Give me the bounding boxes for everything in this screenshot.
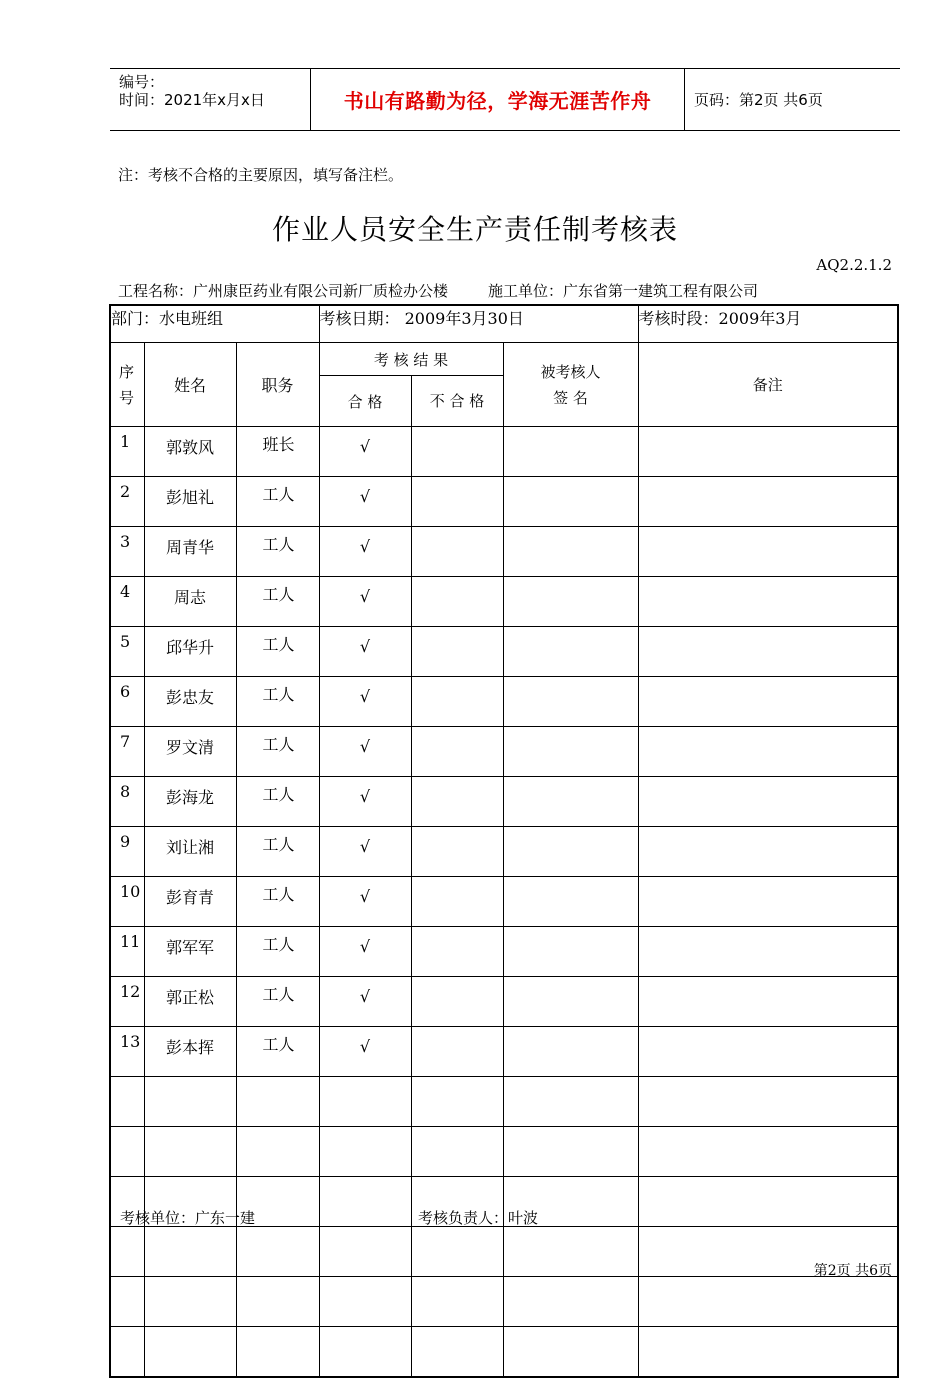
note-text: 注：考核不合格的主要原因，填写备注栏。 <box>118 166 404 184</box>
pass-cell <box>319 1277 411 1327</box>
fail-cell <box>411 827 503 877</box>
seq-cell <box>110 1127 144 1177</box>
seq-cell: 2 <box>110 477 144 527</box>
col-signature-header: 被考核人签 名 <box>503 343 638 427</box>
seq-cell: 8 <box>110 777 144 827</box>
job-cell <box>236 1327 319 1378</box>
table-row <box>110 627 898 677</box>
fail-cell <box>411 527 503 577</box>
fail-cell <box>411 1227 503 1277</box>
seq-cell <box>110 1227 144 1277</box>
job-cell: 工人 <box>236 727 319 777</box>
signature-cell <box>503 627 638 677</box>
name-cell: 郭军军 <box>144 927 236 977</box>
project-line <box>118 280 758 301</box>
fail-cell <box>411 627 503 677</box>
table-row <box>110 527 898 577</box>
signature-cell <box>503 1277 638 1327</box>
job-cell: 工人 <box>236 1027 319 1077</box>
job-cell: 班长 <box>236 427 319 477</box>
signature-cell <box>503 877 638 927</box>
motto-text: 书山有路勤为径，学海无涯苦作舟 <box>343 89 652 113</box>
pass-cell: √ <box>319 527 411 577</box>
job-cell: 工人 <box>236 827 319 877</box>
remark-cell <box>638 927 898 977</box>
fail-cell <box>411 1027 503 1077</box>
construction-unit: 施工单位：广东省第一建筑工程有限公司 <box>488 282 759 300</box>
signature-cell <box>503 577 638 627</box>
job-cell: 工人 <box>236 977 319 1027</box>
seq-cell: 7 <box>110 727 144 777</box>
seq-cell <box>110 1277 144 1327</box>
table-row <box>110 1227 898 1277</box>
pass-cell <box>319 1227 411 1277</box>
remark-cell <box>638 1277 898 1327</box>
pass-cell <box>319 1077 411 1127</box>
signature-cell <box>503 527 638 577</box>
remark-cell <box>638 1327 898 1378</box>
seq-cell: 5 <box>110 627 144 677</box>
table-row <box>110 727 898 777</box>
name-cell <box>144 1227 236 1277</box>
remark-cell <box>638 527 898 577</box>
assess-unit: 考核单位：广东一建 <box>120 1209 256 1227</box>
fail-cell <box>411 927 503 977</box>
fail-cell <box>411 977 503 1027</box>
col-job-header: 职务 <box>236 343 319 427</box>
job-cell <box>236 1277 319 1327</box>
remark-cell <box>638 827 898 877</box>
signature-cell <box>503 777 638 827</box>
department-cell: 部门：水电班组 <box>110 305 319 343</box>
name-cell: 邱华升 <box>144 627 236 677</box>
job-cell <box>236 1077 319 1127</box>
pass-cell <box>319 1327 411 1378</box>
pass-cell: √ <box>319 777 411 827</box>
signature-cell <box>503 727 638 777</box>
pass-cell <box>319 1127 411 1177</box>
table-row <box>110 1127 898 1177</box>
project-name: 工程名称：广州康臣药业有限公司新厂质检办公楼 <box>118 282 449 300</box>
remark-cell <box>638 677 898 727</box>
job-cell: 工人 <box>236 927 319 977</box>
col-remark-header: 备注 <box>638 343 898 427</box>
name-cell: 刘让湘 <box>144 827 236 877</box>
seq-cell: 13 <box>110 1027 144 1077</box>
job-cell: 工人 <box>236 627 319 677</box>
name-cell <box>144 1077 236 1127</box>
name-cell <box>144 1127 236 1177</box>
table-row <box>110 977 898 1027</box>
col-seq-header: 序号 <box>110 343 144 427</box>
table-body <box>110 427 898 1378</box>
table-row <box>110 1327 898 1378</box>
pass-cell: √ <box>319 977 411 1027</box>
name-cell: 彭本挥 <box>144 1027 236 1077</box>
fail-cell <box>411 477 503 527</box>
fail-cell <box>411 877 503 927</box>
job-cell <box>236 1127 319 1177</box>
job-cell: 工人 <box>236 777 319 827</box>
pass-cell: √ <box>319 627 411 677</box>
seq-cell: 1 <box>110 427 144 477</box>
fail-cell <box>411 1277 503 1327</box>
responsible-person: 考核负责人：叶波 <box>418 1209 539 1227</box>
name-cell <box>144 1327 236 1378</box>
pass-cell: √ <box>319 827 411 877</box>
remark-cell <box>638 627 898 677</box>
number-label: 编号： <box>119 73 165 91</box>
seq-cell: 6 <box>110 677 144 727</box>
table-row <box>110 877 898 927</box>
signature-cell <box>503 677 638 727</box>
fail-cell <box>411 727 503 777</box>
name-cell <box>144 1277 236 1327</box>
page-label: 页码：第2页 共6页 <box>694 91 823 109</box>
page-number: 第2页 共6页 <box>813 1263 892 1279</box>
page-box <box>684 69 900 130</box>
time-label: 时间：2021年x月x日 <box>119 91 265 109</box>
name-cell: 彭海龙 <box>144 777 236 827</box>
name-cell: 郭敦风 <box>144 427 236 477</box>
signature-cell <box>503 927 638 977</box>
job-cell: 工人 <box>236 477 319 527</box>
name-cell: 彭忠友 <box>144 677 236 727</box>
signature-cell <box>503 427 638 477</box>
job-cell: 工人 <box>236 877 319 927</box>
header-row-1 <box>110 343 898 376</box>
seq-cell <box>110 1077 144 1127</box>
pass-cell: √ <box>319 477 411 527</box>
signature-cell <box>503 1077 638 1127</box>
motto-box <box>310 69 685 130</box>
signature-cell <box>503 827 638 877</box>
pass-cell <box>319 1177 411 1227</box>
name-cell: 彭旭礼 <box>144 477 236 527</box>
pass-cell: √ <box>319 927 411 977</box>
signature-cell <box>503 1327 638 1378</box>
pass-cell: √ <box>319 577 411 627</box>
fail-cell <box>411 677 503 727</box>
fail-cell <box>411 577 503 627</box>
signature-cell <box>503 477 638 527</box>
table-row <box>110 477 898 527</box>
pass-cell: √ <box>319 727 411 777</box>
name-cell: 周青华 <box>144 527 236 577</box>
table-row <box>110 1077 898 1127</box>
seq-cell: 4 <box>110 577 144 627</box>
remark-cell <box>638 777 898 827</box>
fail-cell <box>411 777 503 827</box>
signature-cell <box>503 1027 638 1077</box>
remark-cell <box>638 577 898 627</box>
seq-cell: 12 <box>110 977 144 1027</box>
remark-cell <box>638 977 898 1027</box>
col-result-header: 考 核 结 果 <box>319 343 503 376</box>
header-meta <box>110 69 310 130</box>
seq-cell: 11 <box>110 927 144 977</box>
remark-cell <box>638 727 898 777</box>
page-title: 作业人员安全生产责任制考核表 <box>271 213 678 246</box>
job-cell: 工人 <box>236 677 319 727</box>
form-code: AQ2.2.1.2 <box>816 256 892 274</box>
signature-cell <box>503 977 638 1027</box>
table-row <box>110 927 898 977</box>
remark-cell <box>638 877 898 927</box>
col-pass-header: 合 格 <box>319 376 411 427</box>
seq-cell <box>110 1327 144 1378</box>
fail-cell <box>411 1327 503 1378</box>
fail-cell <box>411 1077 503 1127</box>
remark-cell <box>638 1077 898 1127</box>
name-cell: 罗文清 <box>144 727 236 777</box>
job-cell: 工人 <box>236 527 319 577</box>
fail-cell <box>411 427 503 477</box>
job-cell <box>236 1227 319 1277</box>
seq-cell: 3 <box>110 527 144 577</box>
job-cell: 工人 <box>236 577 319 627</box>
seq-cell: 10 <box>110 877 144 927</box>
remark-cell <box>638 1127 898 1177</box>
col-name-header: 姓名 <box>144 343 236 427</box>
table-row <box>110 827 898 877</box>
remark-cell <box>638 1027 898 1077</box>
table-row <box>110 677 898 727</box>
fail-cell <box>411 1127 503 1177</box>
table-row <box>110 1027 898 1077</box>
pass-cell: √ <box>319 677 411 727</box>
col-fail-header: 不 合 格 <box>411 376 503 427</box>
info-row <box>110 305 898 343</box>
table-row <box>110 777 898 827</box>
name-cell: 郭正松 <box>144 977 236 1027</box>
table-row <box>110 1277 898 1327</box>
pass-cell: √ <box>319 877 411 927</box>
table-row <box>110 577 898 627</box>
period-cell: 考核时段：2009年3月 <box>638 305 898 343</box>
date-cell: 考核日期： 2009年3月30日 <box>319 305 638 343</box>
name-cell: 彭育青 <box>144 877 236 927</box>
pass-cell: √ <box>319 427 411 477</box>
document-header <box>110 68 900 131</box>
table-row <box>110 427 898 477</box>
name-cell: 周志 <box>144 577 236 627</box>
signature-cell <box>503 1227 638 1277</box>
signature-cell <box>503 1127 638 1177</box>
seq-cell: 9 <box>110 827 144 877</box>
pass-cell: √ <box>319 1027 411 1077</box>
remark-cell <box>638 427 898 477</box>
remark-cell <box>638 1177 898 1227</box>
remark-cell <box>638 477 898 527</box>
